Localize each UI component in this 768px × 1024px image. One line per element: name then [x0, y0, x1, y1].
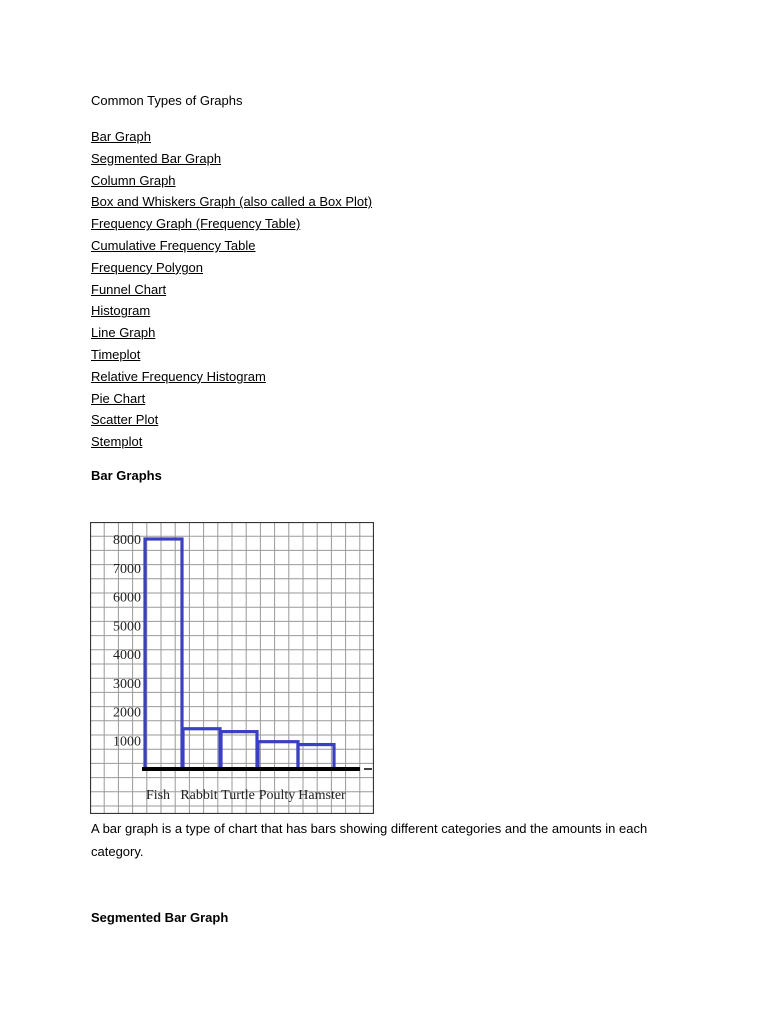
x-tick-label: Hamster: [298, 788, 346, 803]
y-tick-label: 5000: [113, 619, 141, 635]
x-tick-label: Fish: [145, 788, 171, 803]
list-item: [91, 149, 372, 171]
x-tick-label: Turtle: [221, 788, 255, 803]
y-tick-label: 2000: [113, 705, 141, 721]
y-tick-label: 7000: [113, 561, 141, 577]
link-column-graph[interactable]: Column Graph: [91, 172, 176, 188]
list-item: [91, 367, 372, 389]
graph-types-list: [91, 127, 372, 454]
list-item: [91, 432, 372, 454]
link-frequency-graph[interactable]: Frequency Graph (Frequency Table): [91, 216, 301, 232]
link-relative-frequency-histogram[interactable]: Relative Frequency Histogram: [91, 368, 266, 384]
x-tick-label: Rabbit: [180, 788, 218, 803]
list-item: [91, 301, 372, 323]
link-histogram[interactable]: Histogram: [91, 303, 151, 319]
link-box-whiskers-graph[interactable]: Box and Whiskers Graph (also called a Box Plot): [91, 194, 373, 210]
link-funnel-chart[interactable]: Funnel Chart: [91, 281, 167, 297]
link-timeplot[interactable]: Timeplot: [91, 346, 141, 362]
link-stemplot[interactable]: Stemplot: [91, 434, 143, 450]
y-tick-label: 1000: [113, 734, 141, 750]
y-tick-label: 8000: [113, 533, 141, 548]
bar-graph-description: A bar graph is a type of chart that has bars showing different categories and the amounts in each category.: [91, 821, 648, 859]
document-title: Common Types of Graphs: [91, 93, 243, 108]
bar-poulty: [258, 742, 298, 769]
bar-chart: [90, 522, 374, 814]
list-item: [91, 236, 372, 258]
link-bar-graph[interactable]: Bar Graph: [91, 129, 151, 144]
list-item: [91, 258, 372, 280]
link-cumulative-frequency-table[interactable]: Cumulative Frequency Table: [91, 237, 256, 253]
list-item: [91, 171, 372, 193]
section-heading-bar-graphs: Bar Graphs: [91, 468, 162, 483]
y-tick-label: 3000: [113, 676, 141, 692]
list-item: [91, 127, 372, 149]
bar-chart-svg: [90, 522, 374, 814]
link-segmented-bar-graph[interactable]: Segmented Bar Graph: [91, 150, 222, 166]
link-scatter-plot[interactable]: Scatter Plot: [91, 412, 159, 428]
y-tick-label: 4000: [113, 648, 141, 663]
link-line-graph[interactable]: Line Graph: [91, 325, 156, 341]
x-tick-label: Poulty: [258, 788, 296, 803]
list-item: [91, 192, 372, 214]
y-tick-label: 6000: [113, 590, 141, 606]
list-item: [91, 389, 372, 411]
list-item: [91, 214, 372, 236]
link-pie-chart[interactable]: Pie Chart: [91, 390, 146, 406]
list-item: [91, 345, 372, 367]
list-item: [91, 410, 372, 432]
section-heading-segmented-bar-graph: Segmented Bar Graph: [91, 910, 229, 925]
link-frequency-polygon[interactable]: Frequency Polygon: [91, 259, 204, 275]
list-item: [91, 280, 372, 302]
list-item: [91, 323, 372, 345]
